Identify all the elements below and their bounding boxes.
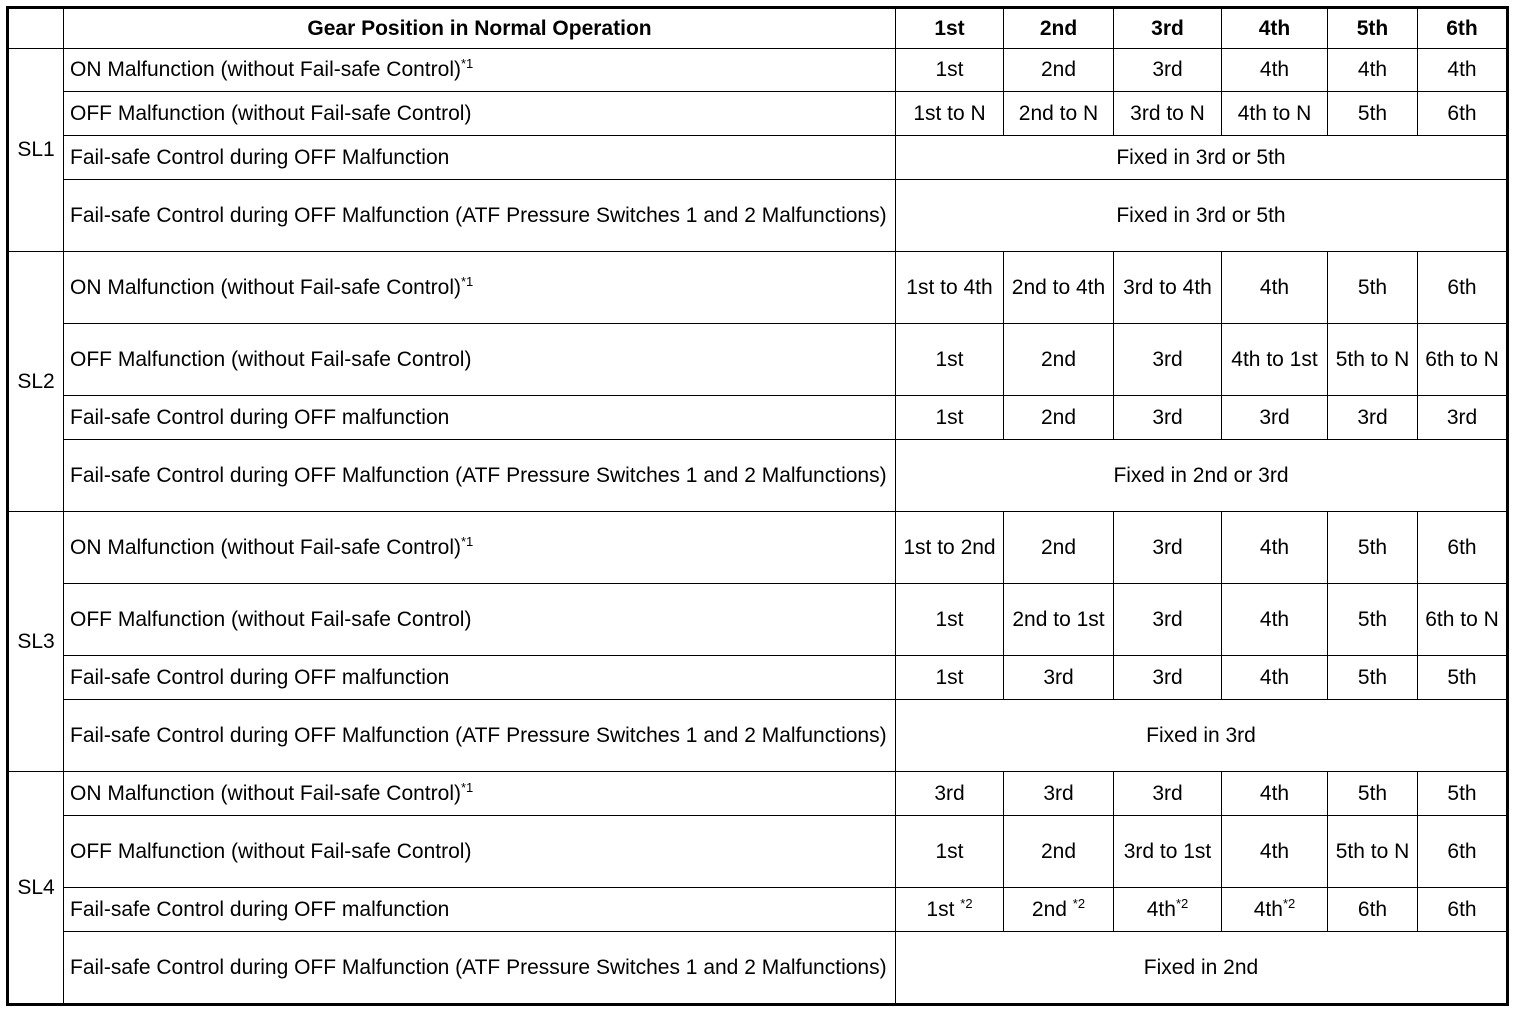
condition-cell: ON Malfunction (without Fail-safe Control)$^{*1}$ [64,512,896,584]
value-cell: 3rd [1114,512,1222,584]
solenoid-label: SL2 [8,252,64,512]
condition-cell: OFF Malfunction (without Fail-safe Control) [64,324,896,396]
value-cell: $4th^{*2}$ [1114,888,1222,932]
condition-cell: Fail-safe Control during OFF Malfunction (ATF Pressure Switches 1 and 2 Malfunctions) [64,180,896,252]
value-cell: 5th to N [1328,324,1418,396]
table-row [8,92,1508,136]
table-row [8,252,1508,324]
value-cell: $4th^{*2}$ [1222,888,1328,932]
value-cell: 4th [1222,584,1328,656]
value-cell: 1st [896,396,1004,440]
value-cell: 5th [1328,512,1418,584]
solenoid-label: SL1 [8,49,64,252]
condition-cell: OFF Malfunction (without Fail-safe Control) [64,816,896,888]
value-cell: 2nd to 1st [1004,584,1114,656]
value-cell: 5th [1328,772,1418,816]
value-cell: 4th [1328,49,1418,92]
gear-position-table [6,6,1509,1006]
value-cell: 3rd [1004,772,1114,816]
header-gear-2nd: 2nd [1004,8,1114,49]
value-cell: 4th [1222,816,1328,888]
value-cell: 4th [1222,252,1328,324]
value-cell: 5th [1328,656,1418,700]
header-gear-5th: 5th [1328,8,1418,49]
value-cell: 1st to 4th [896,252,1004,324]
header-corner [8,8,64,49]
condition-cell: OFF Malfunction (without Fail-safe Control) [64,584,896,656]
condition-cell: ON Malfunction (without Fail-safe Control)$^{*1}$ [64,772,896,816]
value-cell: 3rd [1328,396,1418,440]
value-cell: 2nd [1004,324,1114,396]
table-row [8,180,1508,252]
condition-cell: Fail-safe Control during OFF Malfunction (ATF Pressure Switches 1 and 2 Malfunctions) [64,440,896,512]
condition-cell: OFF Malfunction (without Fail-safe Control) [64,92,896,136]
value-cell: 3rd [1114,656,1222,700]
fixed-gear-cell: Fixed in 3rd or 5th [896,180,1508,252]
condition-cell: Fail-safe Control during OFF Malfunction (ATF Pressure Switches 1 and 2 Malfunctions) [64,932,896,1005]
value-cell: 6th [1418,252,1508,324]
value-cell: 6th [1418,512,1508,584]
value-cell: 1st [896,584,1004,656]
value-cell: 4th [1222,49,1328,92]
solenoid-label: SL4 [8,772,64,1005]
value-cell: 2nd to N [1004,92,1114,136]
value-cell: 5th to N [1328,816,1418,888]
condition-cell: Fail-safe Control during OFF malfunction [64,888,896,932]
table-row [8,512,1508,584]
value-cell: 5th [1418,656,1508,700]
table-row [8,816,1508,888]
value-cell: 5th [1328,92,1418,136]
value-cell: 3rd to 4th [1114,252,1222,324]
value-cell: 4th [1222,512,1328,584]
condition-cell: Fail-safe Control during OFF malfunction [64,656,896,700]
value-cell: 2nd [1004,512,1114,584]
condition-cell: ON Malfunction (without Fail-safe Control)$^{*1}$ [64,252,896,324]
value-cell: 2nd [1004,816,1114,888]
table-row [8,700,1508,772]
header-title: Gear Position in Normal Operation [64,8,896,49]
value-cell: 4th to N [1222,92,1328,136]
condition-cell: ON Malfunction (without Fail-safe Control)$^{*1}$ [64,49,896,92]
value-cell: 3rd to N [1114,92,1222,136]
value-cell: 5th [1328,252,1418,324]
table-row [8,584,1508,656]
value-cell: 6th [1418,888,1508,932]
header-gear-3rd: 3rd [1114,8,1222,49]
value-cell: 1st to 2nd [896,512,1004,584]
value-cell: 2nd [1004,396,1114,440]
value-cell: 6th to N [1418,324,1508,396]
value-cell: 3rd [1004,656,1114,700]
value-cell: 3rd [1222,396,1328,440]
value-cell: 5th [1418,772,1508,816]
value-cell: 1st [896,324,1004,396]
table-row [8,136,1508,180]
value-cell: 2nd to 4th [1004,252,1114,324]
solenoid-label: SL3 [8,512,64,772]
value-cell: 1st $^{*2}$ [896,888,1004,932]
value-cell: 6th [1418,92,1508,136]
table-row [8,396,1508,440]
value-cell: 1st [896,656,1004,700]
fixed-gear-cell: Fixed in 3rd or 5th [896,136,1508,180]
header-gear-1st: 1st [896,8,1004,49]
value-cell: 4th [1222,772,1328,816]
value-cell: 3rd [1114,324,1222,396]
header-row [8,8,1508,49]
value-cell: 5th [1328,584,1418,656]
value-cell: 2nd [1004,49,1114,92]
value-cell: 3rd [1418,396,1508,440]
value-cell: 1st to N [896,92,1004,136]
value-cell: 1st [896,816,1004,888]
value-cell: 3rd [896,772,1004,816]
table-row [8,49,1508,92]
table-row [8,888,1508,932]
value-cell: 3rd [1114,396,1222,440]
value-cell: 3rd to 1st [1114,816,1222,888]
value-cell: 4th [1418,49,1508,92]
condition-cell: Fail-safe Control during OFF Malfunction (ATF Pressure Switches 1 and 2 Malfunctions) [64,700,896,772]
value-cell: 4th [1222,656,1328,700]
value-cell: 3rd [1114,49,1222,92]
condition-cell: Fail-safe Control during OFF Malfunction [64,136,896,180]
table-row [8,440,1508,512]
value-cell: 2nd $^{*2}$ [1004,888,1114,932]
value-cell: 4th to 1st [1222,324,1328,396]
condition-cell: Fail-safe Control during OFF malfunction [64,396,896,440]
table-row [8,324,1508,396]
table-row [8,772,1508,816]
value-cell: 3rd [1114,772,1222,816]
fixed-gear-cell: Fixed in 2nd or 3rd [896,440,1508,512]
value-cell: 6th [1418,816,1508,888]
table-row [8,932,1508,1005]
fixed-gear-cell: Fixed in 3rd [896,700,1508,772]
fixed-gear-cell: Fixed in 2nd [896,932,1508,1005]
table-row [8,656,1508,700]
value-cell: 3rd [1114,584,1222,656]
header-gear-4th: 4th [1222,8,1328,49]
value-cell: 6th to N [1418,584,1508,656]
value-cell: 6th [1328,888,1418,932]
header-gear-6th: 6th [1418,8,1508,49]
value-cell: 1st [896,49,1004,92]
